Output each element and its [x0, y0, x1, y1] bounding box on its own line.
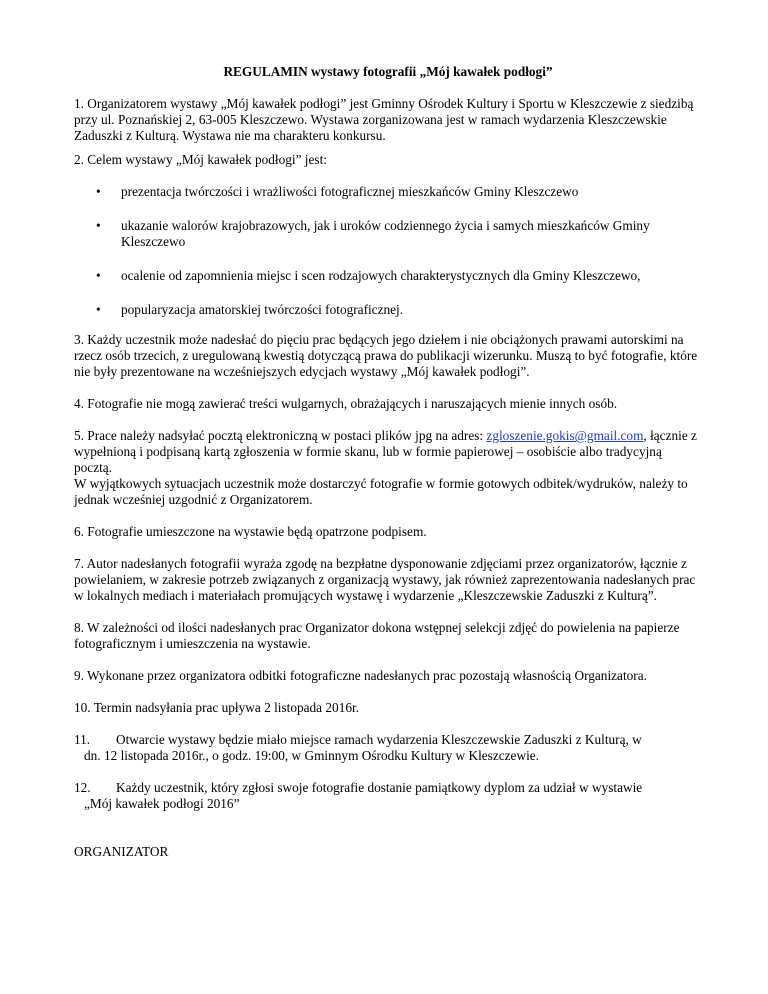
list-item-text: prezentacja twórczości i wrażliwości fotograficznej mieszkańców Gminy Kleszczewo [121, 184, 579, 199]
bullet-icon: • [96, 268, 101, 283]
paragraph-5 [74, 428, 702, 508]
document-title: REGULAMIN wystawy fotografii „Mój kawałek podłogi” [223, 64, 553, 79]
bullet-icon: • [96, 218, 101, 233]
list-item-text: ukazanie walorów krajobrazowych, jak i uroków codziennego życia i samych mieszkańców Gminy Kleszczewo [121, 218, 650, 249]
paragraph-1: 1. Organizatorem wystawy „Mój kawałek podłogi” jest Gminny Ośrodek Kultury i Sportu w Kleszczewie z siedzibą przy ul. Poznańskiej 2, 63-005 Kleszczewo. Wystawa zorganizowana jest w ramach wydarzenia Kleszczewskie Zaduszki z Kulturą. Wystawa nie ma charakteru konkursu. [74, 96, 694, 143]
paragraph-11 [74, 732, 702, 764]
paragraph-10: 10. Termin nadsyłania prac upływa 2 listopada 2016r. [74, 700, 360, 715]
paragraph-11-line-2: dn. 12 listopada 2016r., o godz. 19:00, w Gminnym Ośrodku Kultury w Kleszczewie. [84, 748, 539, 763]
list-item [74, 268, 702, 284]
paragraph-7: 7. Autor nadesłanych fotografii wyraża zgodę na bezpłatne dysponowanie zdjęciami przez organizatorów, łącznie z powielaniem, w zakresie potrzeb związanych z organizacją wystawy, jak również zaprezentowania nadesłanych prac w lokalnych mediach i materiałach promujących wystawę i wydarzenie „Kleszczewskie Zaduszki z Kulturą”. [74, 556, 696, 603]
paragraph-5-second-line: W wyjątkowych sytuacjach uczestnik może dostarczyć fotografie w formie gotowych odbitek/wydruków, należy to jednak wcześniej uzgodnić z Organizatorem. [74, 476, 688, 507]
paragraph-2-intro: 2. Celem wystawy „Mój kawałek podłogi” jest: [74, 152, 327, 167]
list-item [74, 302, 702, 318]
bullet-icon: • [96, 302, 101, 317]
paragraph-8: 8. W zależności od ilości nadesłanych prac Organizator dokona wstępnej selekcji zdjęć do powielenia na papierze fotograficznym i umieszczenia na wystawie. [74, 620, 680, 651]
paragraph-4: 4. Fotografie nie mogą zawierać treści wulgarnych, obrażających i naruszających mienie innych osób. [74, 396, 618, 411]
paragraph-12 [74, 780, 702, 812]
email-link[interactable]: zgloszenie.gokis@gmail.com [486, 428, 644, 443]
organizer-signature: ORGANIZATOR [74, 844, 169, 859]
paragraph-12-line-1: Każdy uczestnik, który zgłosi swoje fotografie dostanie pamiątkowy dyplom za udział w wystawie [116, 780, 643, 795]
paragraph-11-number: 11. [74, 732, 91, 747]
paragraph-5-text-before: 5. Prace należy nadsyłać pocztą elektroniczną w postaci plików jpg na adres: [74, 428, 487, 443]
paragraph-5-text-after: , łącznie z wypełnioną i podpisaną kartą zgłoszenia w formie skanu, lub w formie papierowej – osobiście albo tradycyjną pocztą. [74, 428, 697, 475]
paragraph-12-line-2: „Mój kawałek podłogi 2016” [84, 796, 240, 811]
paragraph-12-number: 12. [74, 780, 91, 795]
paragraph-3: 3. Każdy uczestnik może nadesłać do pięciu prac będących jego dziełem i nie obciążonych prawami autorskimi na rzecz osób trzecich, z uregulowaną kwestią dotyczącą prawa do publikacji wizerunku. Muszą to być fotografie, które nie były prezentowane na wcześniejszych edycjach wystawy „Mój kawałek podłogi”. [74, 332, 698, 379]
list-item-text: popularyzacja amatorskiej twórczości fotograficznej. [121, 302, 404, 317]
list-item [74, 184, 702, 200]
list-item-text: ocalenie od zapomnienia miejsc i scen rodzajowych charakterystycznych dla Gminy Kleszczewo, [121, 268, 641, 283]
bullet-icon: • [96, 184, 101, 199]
list-item [74, 218, 702, 250]
paragraph-9: 9. Wykonane przez organizatora odbitki fotograficzne nadesłanych prac pozostają własnością Organizatora. [74, 668, 647, 683]
paragraph-6: 6. Fotografie umieszczone na wystawie będą opatrzone podpisem. [74, 524, 427, 539]
paragraph-11-line-1: Otwarcie wystawy będzie miało miejsce ramach wydarzenia Kleszczewskie Zaduszki z Kulturą, w [116, 732, 642, 747]
document-page [74, 64, 702, 860]
goals-list [74, 184, 702, 318]
